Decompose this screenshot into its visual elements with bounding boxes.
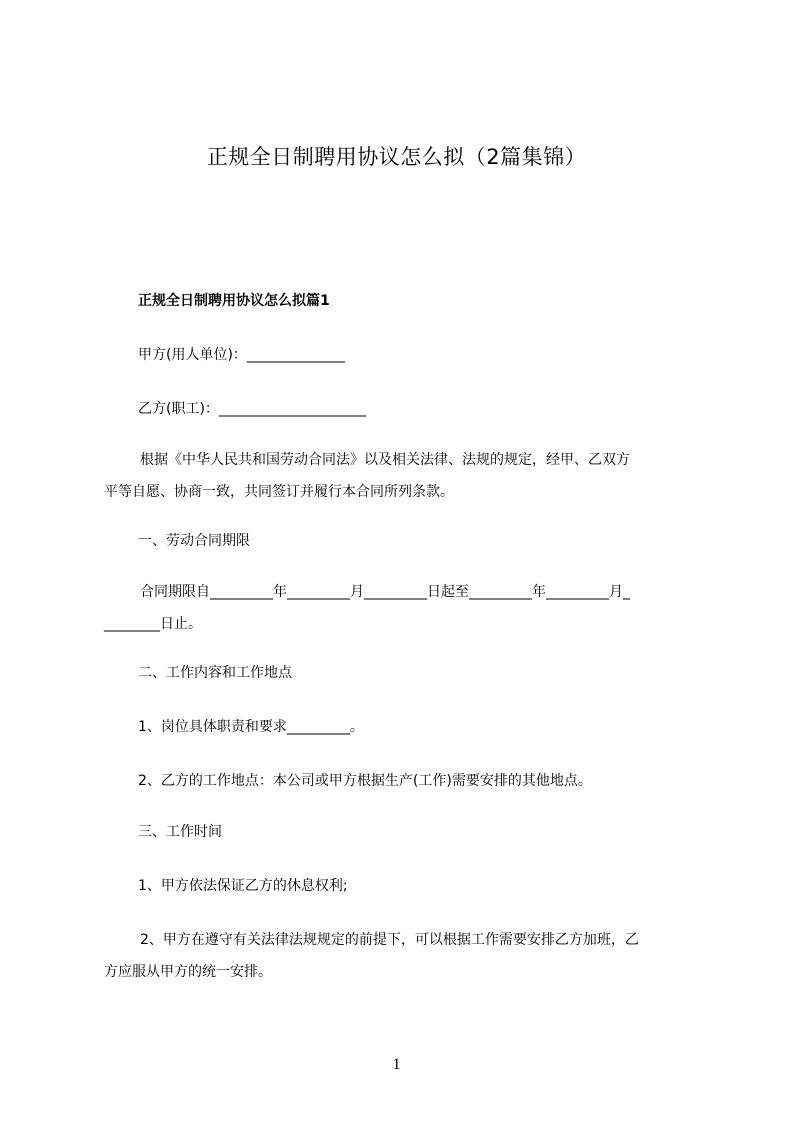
clause-2-item-1: 1、岗位具体职责和要求_________。 [138, 719, 364, 735]
clause-3-item-1: 1、甲方依法保证乙方的休息权利; [138, 878, 348, 894]
clause-3-item-2-line-2: 方应服从甲方的统一安排。 [104, 964, 272, 980]
document-title: 正规全日制聘用协议怎么拟（2篇集锦） [206, 145, 587, 169]
clause-2-heading: 二、工作内容和工作地点 [138, 665, 292, 681]
clause-1-paragraph [104, 576, 704, 640]
clause-1-heading: 一、劳动合同期限 [138, 533, 250, 549]
clause-2-item-2: 2、乙方的工作地点：本公司或甲方根据生产(工作)需要安排的其他地点。 [138, 773, 592, 789]
clause-3-item-2-line-1: 2、甲方在遵守有关法律法规规定的前提下，可以根据工作需要安排乙方加班，乙 [140, 932, 639, 948]
intro-line-2: 平等自愿、协商一致，共同签订并履行本合同所列条款。 [104, 484, 454, 500]
clause-3-heading: 三、工作时间 [138, 824, 222, 840]
party-b-line: 乙方(职工)：_____________________ [138, 401, 366, 417]
clause-1-line-1: 合同期限自_________年_________月_________日起至_________年_________月_ [140, 584, 630, 600]
page-number: 1 [392, 1056, 401, 1073]
party-a-line: 甲方(用人单位)：______________ [138, 347, 345, 363]
section-heading: 正规全日制聘用协议怎么拟篇1 [138, 293, 330, 309]
clause-1-line-2: ________日止。 [104, 616, 202, 632]
clause-3-item-2-paragraph [104, 924, 704, 988]
intro-line-1: 根据《中华人民共和国劳动合同法》以及相关法律、法规的规定，经甲、乙双方 [140, 452, 630, 468]
intro-paragraph [104, 444, 704, 508]
